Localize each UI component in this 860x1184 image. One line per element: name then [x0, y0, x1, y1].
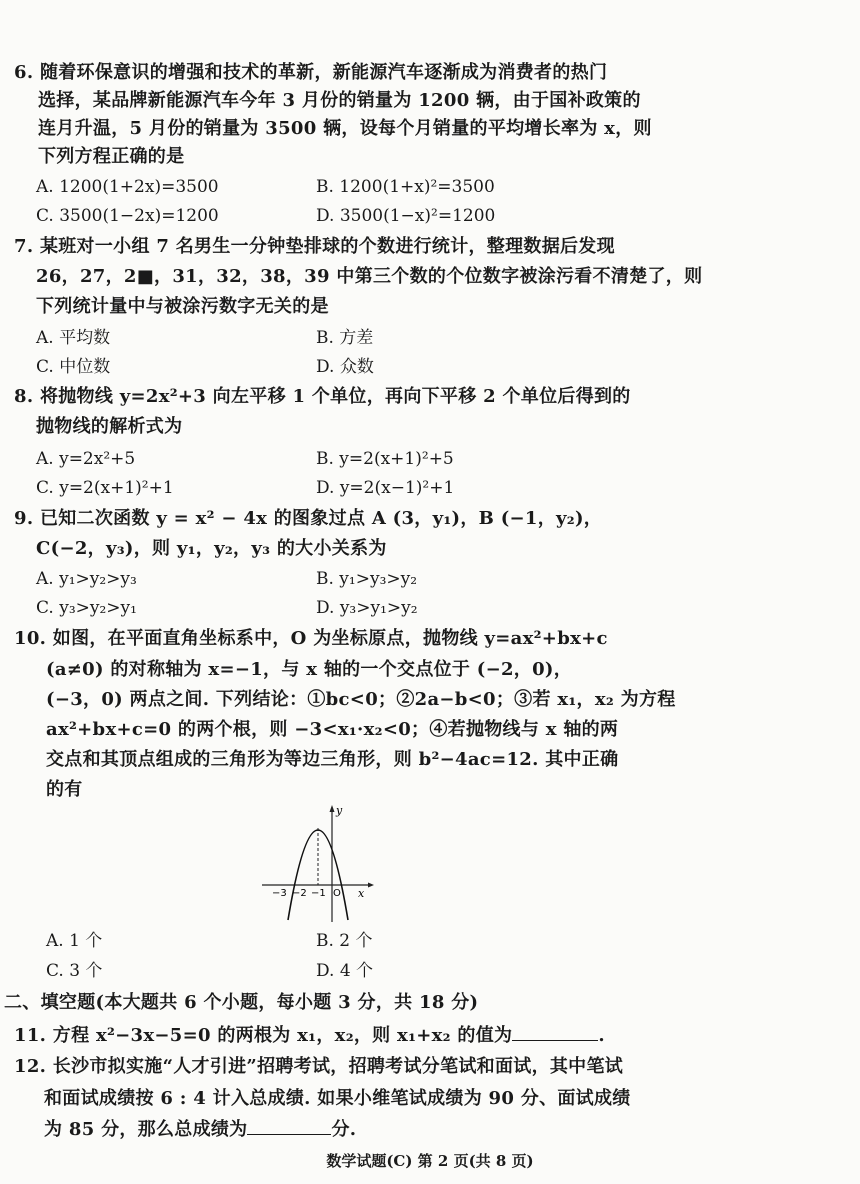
q9-option-c: C. y₃>y₂>y₁ — [36, 598, 137, 618]
q7-option-c: C. 中位数 — [36, 357, 111, 377]
q8-option-c: C. y=2(x+1)²+1 — [36, 478, 174, 498]
q12-line-1: 12. 长沙市拟实施“人才引进”招聘考试，招聘考试分笔试和面试，其中笔试 — [14, 1056, 624, 1077]
q6-line-2: 选择，某品牌新能源汽车今年 3 月份的销量为 1200 辆，由于国补政策的 — [38, 90, 641, 111]
q7-option-d: D. 众数 — [316, 357, 374, 377]
q12-line-3 — [44, 1118, 356, 1141]
q10-option-d: D. 4 个 — [316, 961, 374, 981]
q9-option-b: B. y₁>y₃>y₂ — [316, 569, 418, 589]
q6-line-4: 下列方程正确的是 — [38, 146, 185, 167]
q6-line-3: 连月升温，5 月份的销量为 3500 辆，设每个月销量的平均增长率为 x，则 — [38, 118, 652, 139]
q12-answer-blank[interactable] — [247, 1118, 331, 1135]
q7-line-3: 下列统计量中与被涂污数字无关的是 — [36, 296, 329, 317]
q10-line-4: ax²+bx+c=0 的两个根，则 −3<x₁·x₂<0；④若抛物线与 x 轴的两 — [46, 719, 619, 740]
q12-line-3-text: 为 85 分，那么总成绩为 — [44, 1119, 248, 1140]
q6-option-b: B. 1200(1+x)²=3500 — [316, 177, 495, 197]
page-footer: 数学试题(C) 第 2 页(共 8 页) — [326, 1152, 534, 1170]
q8-line-2: 抛物线的解析式为 — [36, 416, 183, 437]
q10-line-1: 10. 如图，在平面直角坐标系中，O 为坐标原点，抛物线 y=ax²+bx+c — [14, 628, 608, 649]
figure-y-label: y — [336, 804, 343, 817]
q6-option-a: A. 1200(1+2x)=3500 — [36, 177, 219, 197]
q10-option-b: B. 2 个 — [316, 931, 373, 951]
q6-option-d: D. 3500(1−x)²=1200 — [316, 206, 496, 226]
parabola-figure — [258, 800, 378, 925]
q6-line-1: 6. 随着环保意识的增强和技术的革新，新能源汽车逐渐成为消费者的热门 — [14, 62, 608, 83]
figure-tick-neg2: −2 — [292, 888, 307, 899]
figure-x-label: x — [358, 887, 365, 900]
q10-option-a: A. 1 个 — [46, 931, 103, 951]
q8-option-d: D. y=2(x−1)²+1 — [316, 478, 455, 498]
q10-line-6: 的有 — [46, 779, 83, 800]
q7-option-a: A. 平均数 — [36, 328, 111, 348]
q11-line — [14, 1024, 605, 1047]
q7-option-b: B. 方差 — [316, 328, 374, 348]
q12-tail: 分. — [331, 1119, 357, 1140]
q11-text: 11. 方程 x²−3x−5=0 的两根为 x₁，x₂，则 x₁+x₂ 的值为 — [14, 1025, 513, 1046]
q7-line-2: 26，27，2■，31，32，38，39 中第三个数的个位数字被涂污看不清楚了，则 — [36, 266, 703, 287]
figure-y-arrow — [330, 805, 335, 812]
q9-option-d: D. y₃>y₁>y₂ — [316, 598, 418, 618]
q10-line-5: 交点和其顶点组成的三角形为等边三角形，则 b²−4ac=12. 其中正确 — [46, 749, 619, 770]
figure-tick-neg3: −3 — [272, 888, 287, 899]
q9-option-a: A. y₁>y₂>y₃ — [36, 569, 137, 589]
q10-option-c: C. 3 个 — [46, 961, 103, 981]
q11-tail: . — [598, 1025, 605, 1046]
section-2-heading: 二、填空题(本大题共 6 个小题，每小题 3 分，共 18 分) — [4, 992, 479, 1013]
q7-line-1: 7. 某班对一小组 7 名男生一分钟垫排球的个数进行统计，整理数据后发现 — [14, 236, 615, 257]
q12-line-2: 和面试成绩按 6 : 4 计入总成绩. 如果小维笔试成绩为 90 分、面试成绩 — [44, 1088, 631, 1109]
q9-line-1: 9. 已知二次函数 y = x² − 4x 的图象过点 A (3，y₁)，B (−1，y₂)， — [14, 508, 603, 529]
q8-line-1: 8. 将抛物线 y=2x²+3 向左平移 1 个单位，再向下平移 2 个单位后得到的 — [14, 386, 631, 407]
q10-line-2: (a≠0) 的对称轴为 x=−1，与 x 轴的一个交点位于 (−2，0)， — [46, 659, 573, 680]
figure-tick-neg1: −1 — [311, 888, 326, 899]
q11-answer-blank[interactable] — [512, 1024, 598, 1041]
q6-option-c: C. 3500(1−2x)=1200 — [36, 206, 219, 226]
q9-line-2: C(−2，y₃)，则 y₁，y₂，y₃ 的大小关系为 — [36, 538, 387, 559]
q8-option-a: A. y=2x²+5 — [36, 449, 136, 469]
figure-tick-origin: O — [333, 888, 341, 899]
q8-option-b: B. y=2(x+1)²+5 — [316, 449, 454, 469]
q10-line-3: (−3，0) 两点之间. 下列结论：①bc<0；②2a−b<0；③若 x₁，x₂ 为方程 — [46, 689, 676, 710]
figure-x-arrow — [368, 883, 374, 888]
